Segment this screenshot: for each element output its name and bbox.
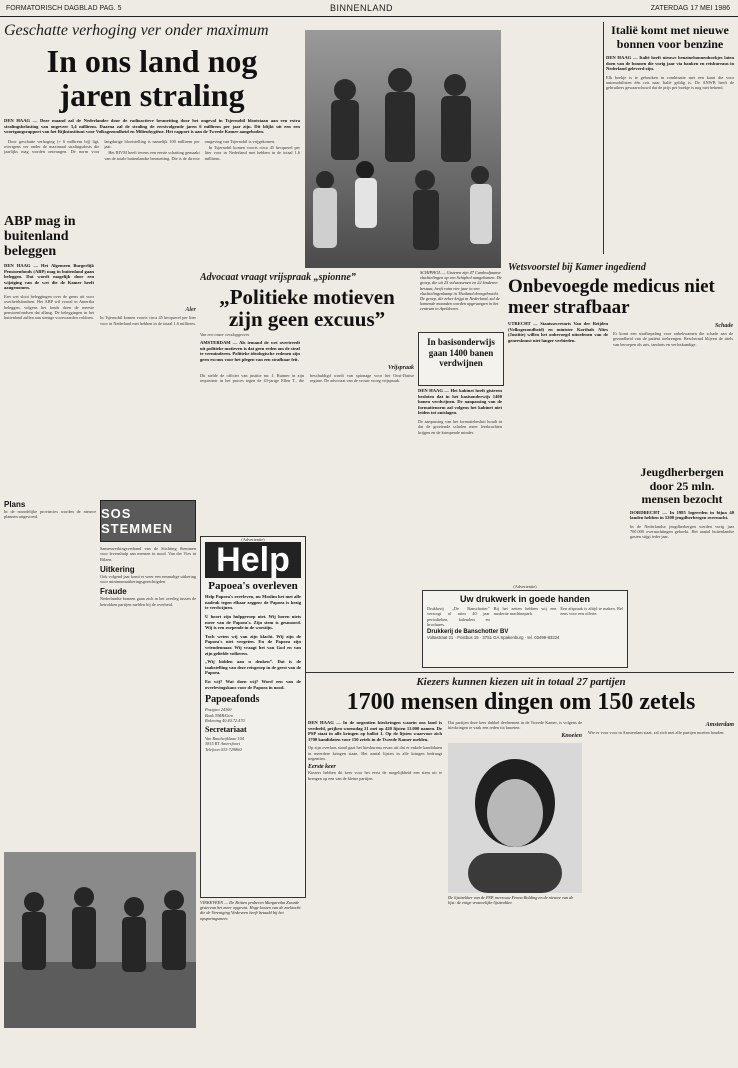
vinkeveen-photo-image: [4, 852, 196, 1028]
zetels-col3: [588, 720, 734, 905]
politiek-kicker: Advocaat vraagt vrijspraak „spionne”: [200, 272, 356, 283]
straling-lead: DEN HAAG — Deze maand zal de Nederlander door de radioactieve besmetting door het ongeval in Tsjernobil blootstaan aan een extra stralingsbelasting van ongeveer 3,4 millirem. Daarna zal de straling de eerstvolgende jaren 6 millirem per jaar zijn. Dit blijkt uit een een voortgangsrapport van het Rijksinstituut voor Volksgezondheid en Milieuhygiëne. Het rapport is aan de Tweede Kamer aangeboden.: [4, 118, 300, 135]
medicus-cols: [508, 321, 734, 347]
help-addr: Postgiro 24300 Bank NMB/Giro Rekening 40.40.72.470: [205, 707, 245, 723]
help-p3: Toch weten wij van zijn klacht. Wij zijn de Papoea's niet vergeten. En de Papoea zijn vriendennaar. Wij vraagt het van God en van zijn geliefde volkeren.: [205, 633, 301, 656]
sos-sub1: Uitkering: [100, 564, 135, 574]
help-p1: Help Papoea's overleven, nu Moslim het met alle nadruk tegen elkaar zeggen: de Papoea is bezig te verdwijnen.: [205, 594, 301, 611]
candidate-caption: De lijsttrekker van de PSP, mevrouw Fenna Bolding en de nieuwe van de lijst: de enige vrouwelijke lijsttrekker.: [448, 894, 574, 905]
zetels-lead: DEN HAAG — In de negentien kieskringen waarin ons land is verdeeld, prijken woensdag 21 mei op 420 lijsten 11.000 namen. De PSP staat in alle kringen op ballot 1. Op de lijsten waarvoor zich 1700 kandidaten voor 150 zetels in de Tweede Kamer melden.: [308, 720, 442, 742]
benzine-title: Italië komt met nieuwe bonnen voor benzine: [611, 24, 729, 51]
header-date: ZATERDAG 17 MEI 1986: [650, 5, 730, 12]
zetels-body3: Wie er voor voor in Amsterdam staat, zal zich met alle partijen moeten houden.: [588, 730, 725, 735]
sos-logo: [100, 500, 196, 542]
medicus-right: [613, 321, 733, 347]
basisonderwijs-text: [418, 388, 502, 528]
refugee-caption: SCHIPHOL — Gisteren zijn 47 Cambodjaanse vluchtelingen op een Schiphol aangekomen. De groep, die uit 25 volwassenen en 22 kinderen bestaat, heeft ruim vier jaar in een vluchtelingenkamp in Thailand doorgebracht. De groep, die zeker krijgt in Nederland, zal de komende maanden worden opgevangen in het centrum in Apeldoorn.: [420, 270, 502, 312]
help-sec-title: Secretariaat: [205, 725, 247, 735]
zetels-kicker: Kiezers kunnen kiezen uit in totaal 27 partijen: [416, 676, 626, 688]
straling-body: [4, 139, 300, 161]
zetels-sub1: Eerste keer: [308, 764, 336, 771]
politiek-sub: Vrijspraak: [387, 364, 414, 371]
drukwerk-name: Drukkerij de Banschotter BV: [427, 629, 509, 636]
drukwerk-cols: [423, 604, 627, 629]
help-p4: „Wij bidden aan u denken”. Dat is de taakstelling van deze reisgroep in de geest van de Papoea.: [205, 659, 301, 676]
abp-title: ABP mag in buitenland beleggen: [4, 214, 76, 259]
vinkeveen-caption: VINKEVEEN — De Britten proberen Margaretha Zwarde gistervan het meer opgevist. Hoge kosten van de zoektocht die de Vereniging Vinkeveen heeft betaald bij het opsporingsmeer.: [200, 900, 301, 921]
straling-article: [4, 22, 300, 212]
vinkeveen-photo: [4, 852, 196, 1028]
medicus-title: Onbevoegde medicus niet meer strafbaar: [508, 276, 715, 318]
help-headline: Papoea's overleven: [208, 580, 298, 593]
basisonderwijs-lead: DEN HAAG — Het kabinet heeft gisteren besloten dat in het basisonderwijs 1400 banen verdwijnen. De aanpassing van de formatienorm zal volgens het kabinet niet leiden tot ontslagen.: [418, 388, 502, 416]
zetels-body1: Kiezers hebben dit keer voor het eerst de mogelijkheid een stem uit te brengen op een van de kleine partijen.: [308, 770, 442, 781]
col-rule: [603, 22, 604, 254]
zetels-col1: [308, 720, 442, 905]
sos-body3: In de noordelijke provincies worden de nieuwe plannen uitgevoerd.: [4, 509, 96, 520]
sos-logo-text: SOS STEMMEN: [101, 506, 173, 536]
zetels-body: Op zijn overlaas stand gaat het kiesbureau ervan uit dat er enkele kandidaten in meerdere kringen staan. Het aantal lijsten in alle kringen bedraagt negentien.: [308, 745, 442, 761]
drukwerk-label: (Advertentie): [513, 584, 537, 589]
medicus-kicker: Wetsvoorstel bij Kamer ingediend: [508, 262, 646, 273]
zetels-col2: [448, 720, 582, 905]
left-lower: [4, 500, 96, 840]
zetels-body2: Dat partijen deze keer dubbel deelnemen in de Tweede Kamer, is volgens de kieskringen te vaak een reden tot knoeien.: [448, 720, 582, 731]
straling-p1: Door geschatte verhoging (+ 6 millirem bij) ligt, overigens ver onder de maximaal stralingsdosis die jaarlijks mag worden ontvangen. De norm voor langdurige blootstelling is namelijk 100 millirem per jaar.: [4, 138, 200, 155]
politiek-byline: Van een onzer verslaggevers: [200, 332, 250, 337]
zetels-sub2: Knoeien: [561, 732, 582, 739]
drukwerk-c3: Een afspraak is altijd te maken. Bel eens voor een offerte.: [560, 606, 624, 617]
basisonderwijs-body: De aanpassing van het formatiebesluit houdt in dat de groeiende scholen meer leerkrachten krijgen en de krimpende minder.: [418, 418, 502, 435]
sos-body2: Nederlandse bonnen gaan zich in het overleg tussen de betrokken partijen melden bij de overheid.: [100, 596, 196, 607]
politiek-body: Dit stelde de officier van justitie mr. J. Ruimer in zijn requisitoir in het proces tegen de 43-jarige Ellen T., die beschuldigd wordt van spionage voor het Oost-Duitse regime. De advocaat van de vrouw vroeg vrijspraak.: [200, 372, 414, 383]
straling-kicker: Geschatte verhoging ver onder maximum: [4, 22, 269, 39]
benzine-article: [606, 24, 734, 254]
abp-body: Een wet sloot beleggingen over de grens uit voor overheidsfondsen. Het ABP wil vooral in Amerika beleggen, volgens het fonds doen de meeste pensioenfondsen dat allang. De beleggingen in het buitenland zullen aan strenge voorwaarden voldoen.: [4, 293, 94, 321]
help-sec: Van Randwijklaan 104 3815 RT Amersfoort Telefoon 033-729860: [205, 736, 244, 752]
zetels-title: 1700 mensen dingen om 150 zetels: [346, 689, 696, 715]
sos-column: [100, 500, 196, 830]
refugee-photo-image: [305, 30, 501, 268]
zetels-sub3: Amsterdam: [705, 722, 734, 728]
help-text: [201, 592, 305, 692]
header-left: FORMATORISCH DAGBLAD PAG. 5: [6, 5, 122, 12]
sos-body: Samenwerkingsverband van de Stichting Stemmen voor levenshulp aan mensen in nood. Van der Vies in Bilzen.: [100, 546, 196, 562]
help-logo: Help: [205, 542, 301, 578]
help-org: Papoeafonds: [205, 694, 260, 706]
candidate-photo: [448, 743, 582, 893]
refugee-photo: [305, 30, 501, 268]
jeugd-lead: DORDRECHT — In 1985 logeerden in bijna 40 landen hebben in 5200 jeugdherbergen overnacht.: [630, 509, 734, 521]
sos-sub2: Fraude: [100, 587, 127, 597]
politiek-title: „Politieke motieven zijn geen excuus”: [219, 285, 395, 331]
jeugd-article: [630, 466, 734, 666]
benzine-body: Elk boekje is te gebruiken in combinatie met een kaart die voor automobilisten één reis naar Italië geldig is. De ANWB heeft de gebruikers gewaarschuwd dat de prijs per boekje is nog niet bekend.: [606, 74, 734, 91]
header-section: BINNENLAND: [330, 3, 394, 13]
help-advert: [200, 536, 306, 898]
drukwerk-title: Uw drukwerk in goede handen: [459, 594, 591, 604]
zetels-rule: [306, 672, 734, 673]
drukwerk-c1: Drukkerij „De Banschotter” verzorgt al ruim 40 jaar periodieken, kalenders en brochures.: [427, 606, 490, 627]
help-p2: U hoort zijn hulpgeroep niet. Wij horen niets meer van de Papoea's. Zijn stem is gesmoord. Wij is een roepende in de woestijn.: [205, 614, 301, 631]
medicus-body: Er komt een strafbepaling voor onbekwamen die schade aan de gezondheid van de patiënt toebrengen. Beschermd blijven de titels van beroepen als arts, tandarts en verloskundige.: [613, 331, 733, 347]
straling-title: In ons land nog jaren straling: [46, 43, 258, 113]
jeugd-title: Jeugdherbergen door 25 mln. mensen bezocht: [640, 466, 724, 506]
medicus-sub: Schade: [715, 323, 733, 329]
help-label: (Advertentie): [241, 537, 265, 542]
politiek-lead: AMSTERDAM — Als iemand de wet overtreedt uit politieke motieven is dat geen reden om de straf te verminderen. Politieke ideologische redenen zijn geen excuus voor het plegen van een strafbaar feit.: [200, 340, 300, 363]
straling-cont: In Tsjernobil komen voorts circa 45 becquerel per liter voor in Nederland met hebben in de totaal 1,6 millirem.: [100, 315, 196, 326]
medicus-article: [508, 262, 734, 462]
sos-sub3: Plans: [4, 500, 26, 509]
zetels-article: [308, 676, 734, 1036]
drukwerk-address: Voltastraat 21 · Postbus 15 · 3751 GA Spakenburg · tel. 03499-83224: [427, 635, 560, 641]
straling-p2: Het RIVM heeft tevens een eerste schatting gemaakt van de totale buitenlandse besmetting. Die is de directe omgeving van Tsjernobil is vrijgekomen.: [104, 138, 276, 161]
candidate-photo-image: [448, 743, 582, 893]
sos-body1: Ook volgend jaar komt er weer een eenmalige uitkering voor minimumuitkeringsgerechtigden.: [100, 573, 196, 585]
drukwerk-c2: Bij het zetten hebben wij een moderne machinepark.: [493, 606, 557, 617]
basisonderwijs-title: In basisonderwijs gaan 1400 banen verdwijnen: [427, 337, 495, 368]
drukwerk-advert: [422, 584, 628, 668]
alert-sub: Aler: [185, 307, 196, 313]
benzine-lead: DEN HAAG — Italië heeft nieuwe benzinebonnenboekjes laten doen van de bonnen die vorig jaar via banken en reisbureaus in Nederland geleverd zijn.: [606, 55, 734, 72]
politiek-article: [200, 272, 414, 532]
abp-lead: DEN HAAG — Het Algemeen Burgerlijk Pensioenfonds (ABP) mag in buitenland gaan beleggen. Dat wordt mogelijk door een wijziging van de wet die de Kamer heeft aangenomen.: [4, 263, 94, 291]
help-p5: En wij? Wat doen wij? Word een van de overlevingskans voor de Papoea in nood.: [205, 679, 301, 690]
basisonderwijs-box: [418, 332, 504, 386]
abp-more: [100, 306, 196, 496]
abp-article: [4, 214, 94, 494]
running-header: [0, 0, 738, 17]
medicus-lead: UTRECHT — Staatssecretaris Van der Reijden (Volksgezondheid) en minister Korthals Altes (Justitie) willen het onbevoegd uitoefenen van de geneeskunst niet langer verbieden.: [508, 321, 608, 343]
jeugd-body: In de Nederlandse jeugdherbergen werden vorig jaar 700.000 overnachtingen geboekt. Het aantal buitenlandse gasten stijgt ieder jaar.: [630, 523, 734, 540]
zetels-cols: [308, 720, 734, 905]
straling-p3: In Tsjernobil komen voorts circa 45 becquerel per liter voor in Nederland met hebben in de totaal 1,6 millirem.: [204, 145, 300, 161]
